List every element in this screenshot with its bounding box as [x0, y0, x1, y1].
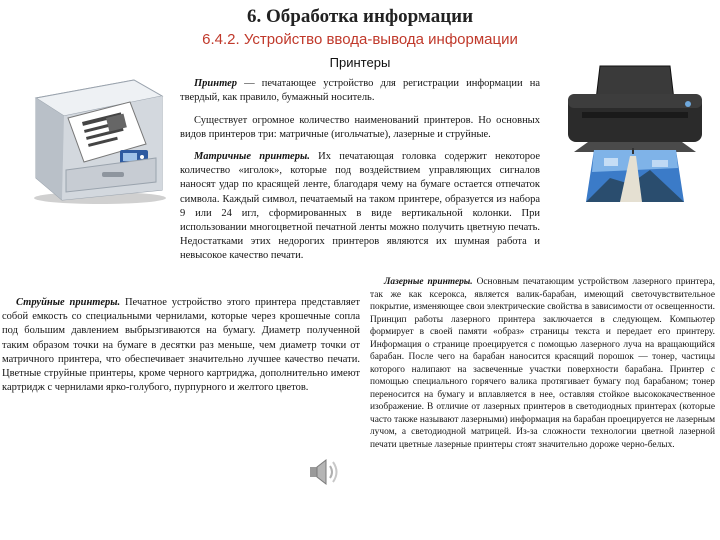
laser-text: Основным печатающим устройством лазерного принтера, так же как ксерокса, является валик-барабан, имеющий светочувствительное покрытие, изменяющее свои электрические свойства в зависимости от освещенности. Принцип работы лазерного принтера заключается в следующем. Компьютер формирует в своей памяти «образ» страницы текста и передает его принтеру. Информация о странице проецируется с помощью лазерного луча на вращающийся барабан. После чего на барабан наносится красящий порошок — тонер, частицы которого налипают на засвеченные участки поверхности барабана. Принтер с помощью специального горячего валика протягивает бумагу под барабаном; тонер переносится на бумагу и вплавляется в нее, оставляя стойкое высококачественное изображение. В отличие от лазерных принтеров в светодиодных принтерах (которые часто также называют лазерными) информация на барабан проецируется не лазерным лучом, а светодиодной матрицей. Из-за сложности технологии цветной лазерной печати цветные лазерные принтеры стоят значительно дороже черно-белых. [370, 277, 715, 450]
laser-term: Лазерные принтеры. [384, 277, 473, 287]
inkjet-term: Струйные принтеры. [16, 297, 121, 308]
definition-term: Принтер [194, 78, 238, 89]
slide-subtitle: 6.4.2. Устройство ввода-вывода информации [202, 31, 518, 48]
matrix-text: Их печатающая головка содержит некоторое количество «иголок», которые под воздействием управляющих сигналов наносят удар по красящей ленте, благодаря чему на бумаге остается отпечаток символа. Каждый символ, печатаемый на таком принтере, образуется из набора 9 или 24 игл, сформированных в виде вертикальной колонки. При использовании многоцветной печатной ленты можно получить цветную печать. Недостатками этих недорогих принтеров являются их шумная работа и невысокое качество печати. [180, 151, 540, 262]
speaker-icon[interactable] [304, 452, 344, 492]
inkjet-printers-paragraph [2, 296, 360, 395]
printer-definition [180, 77, 540, 105]
inkjet-text: Печатное устройство этого принтера представляет собой емкость со специальными чернилами, которые через крошечные сопла под большим давлением выбрызгиваются на бумагу. Диаметр полученной таким образом точки на бумаге в десятки раз меньше, чем диаметр точки от матричного принтера, что обеспечивает значительно лучшее качество печати. Цветные струйные принтеры, кроме черного картриджа, дополнительно имеют картридж с чернилами ярко-голубого, пурпурного и желтого цветов. [2, 297, 360, 394]
printer-types-text: Существует огромное количество наименований принтеров. Но основных видов принтеров три: матричные (игольчатые), лазерные и струйные. [180, 115, 540, 141]
matrix-term: Матричные принтеры. [194, 151, 310, 162]
printer-types-paragraph [180, 114, 540, 142]
section-heading: Принтеры [329, 55, 391, 70]
laser-printer-image [22, 58, 172, 208]
definition-text: — печатающее устройство для регистрации информации на твердый, как правило, бумажный носитель. [180, 78, 540, 104]
inkjet-printer-image [560, 60, 710, 205]
laser-printers-paragraph [370, 276, 715, 451]
slide-title: 6. Обработка информации [246, 6, 474, 27]
matrix-printers-paragraph [180, 150, 540, 264]
